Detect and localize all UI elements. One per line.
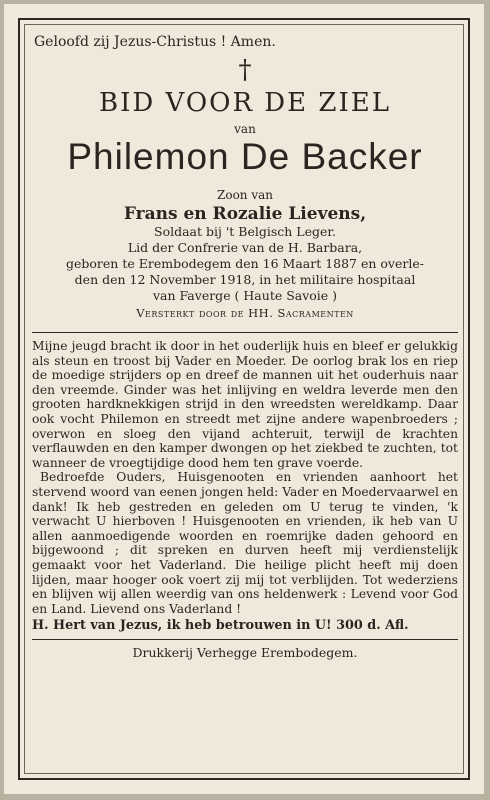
sacraments-line: Versterkt door de HH. Sacramenten [136,306,354,320]
parents-names: Frans en Rozalie Lievens, [123,204,367,224]
detail-line-born: geboren te Erembodegem den 16 Maart 1887 en overle- [66,256,424,271]
detail-line-place: van Faverge ( Haute Savoie ) [152,288,338,303]
son-of-label: Zoon van [217,188,273,202]
cross-icon: † [238,55,252,85]
paragraph-youth: Mijne jeugd bracht ik door in het ouderlijk huis en bleef er gelukkig als steun en troost bij Vader en Moeder. De oorlog brak los en riep de moedige strijders op en dreef de mannen uit het ouderhuis naar den vreemde. Ginder was het inlijving en weldra leverde men den grooten hardknekkigen strijd in den wreedsten wereldkamp. Daar ook vocht Philemon en streedt met zijne andere wapenbroeders ; overwon en sloeg den vijand achteruit, terwijl de krachten verflauwden en den kamper dwongen op het ziekbed te zuchten, tot wanneer de vroegtijdige dood hem ten grave voerde. [32,339,458,470]
prayer-line: H. Hert van Jezus, ik heb betrouwen in U! 300 d. Afl. [32,618,409,634]
footer-divider [32,639,458,640]
detail-line-confrerie: Lid der Confrerie van de H. Barbara, [127,240,363,255]
detail-line-died: den den 12 November 1918, in het militaire hospitaal [74,272,416,287]
detail-line-soldier: Soldaat bij 't Belgisch Leger. [154,224,336,239]
paragraph-farewell: Bedroefde Ouders, Huisgenooten en vrienden aanhoort het stervend woord van eenen jongen held: Vader en Moedervaarwel en dank! Ik heb gestreden en geleden om U terug te vinden, 'k verwacht U hierboven ! Huisgenooten en vrienden, ik heb van U allen aanmoedigende woorden en roemrijke daden gehoord en bijgewoond ; dit spreken en durven heeft mij verdienstelijk gemaakt voor het Vaderland. Die heilige plicht heeft mij doen lijden, maar hooger ook voert zij mij tot verblijden. Tot wederziens en blijven wij allen weerdig van ons heldenwerk : Levend voor God en Land. Lievend ons Vaderland ! [32,470,458,616]
divider [32,332,458,333]
van-label: van [234,122,256,136]
memorial-text [32,339,458,616]
motto: Geloofd zij Jezus-Christus ! Amen. [34,34,276,50]
printer-name: Drukkerij Verhegge Erembodegem. [132,645,358,661]
card-content [32,34,458,660]
card-title: BID VOOR DE ZIEL [99,88,391,118]
deceased-name: Philemon De Backer [67,136,423,177]
memorial-card [4,4,484,794]
